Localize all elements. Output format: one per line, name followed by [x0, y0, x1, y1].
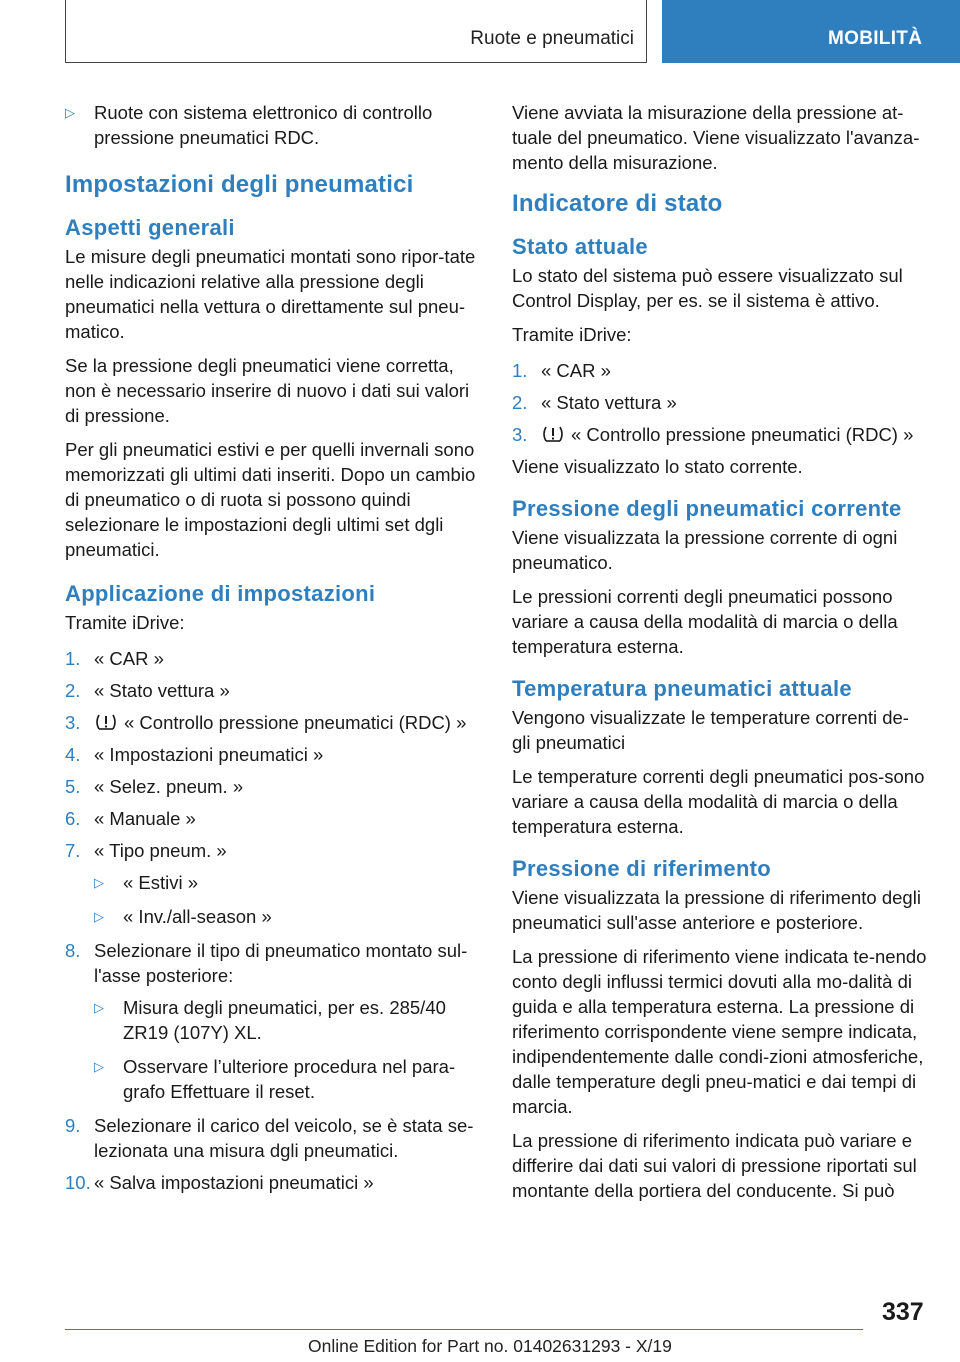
step-number: 1. [65, 648, 81, 669]
header-chapter-tab [662, 0, 960, 63]
step-text: « Selez. pneum. » [94, 776, 244, 797]
heading-current-state: Stato attuale [512, 234, 648, 259]
paragraph: Viene visualizzata la pressione corrente di ogni pneumatico. [512, 527, 898, 573]
step-number: 10. [65, 1172, 91, 1193]
step-text: « CAR » [541, 360, 611, 381]
paragraph: Viene visualizzata la pressione di riferimento degli pneumatici sull'asse anteriore e posteriore. [512, 887, 921, 933]
triangle-right-icon: ▷ [94, 875, 104, 890]
step-item [65, 938, 480, 988]
step-text: « Tipo pneum. » [94, 840, 227, 861]
sub-bullet-text: Osservare l’ulteriore procedura nel para-grafo Effettuare il reset. [123, 1056, 456, 1102]
heading-current-temperature: Temperatura pneumatici attuale [512, 676, 852, 701]
sub-bullet [65, 1054, 480, 1104]
step-text: Selezionare il tipo di pneumatico montato sul-l'asse posteriore: [94, 940, 468, 986]
step-item [65, 678, 480, 703]
tire-pressure-warning-icon [541, 424, 565, 444]
triangle-right-icon: ▷ [94, 1000, 104, 1015]
header-section-box [65, 0, 647, 63]
paragraph: Le temperature correnti degli pneumatici pos-sono variare a causa della modalità di marcia o della temperatura esterna. [512, 766, 925, 837]
heading-current-pressure: Pressione degli pneumatici corrente [512, 496, 902, 521]
step-number: 8. [65, 940, 81, 961]
step-item [65, 774, 480, 799]
via-idrive: Tramite iDrive: [512, 324, 632, 345]
step-number: 2. [65, 680, 81, 701]
step-item [512, 358, 927, 383]
step-item [65, 646, 480, 671]
step-number: 6. [65, 808, 81, 829]
step-text: « CAR » [94, 648, 164, 669]
heading-tire-settings: Impostazioni degli pneumatici [65, 171, 414, 198]
step-item [65, 710, 480, 735]
step-number: 5. [65, 776, 81, 797]
step-item [65, 838, 480, 863]
heading-general: Aspetti generali [65, 215, 235, 240]
heading-status-indicator: Indicatore di stato [512, 190, 723, 217]
tire-pressure-warning-icon [94, 712, 118, 732]
step-number: 7. [65, 840, 81, 861]
step-item [65, 806, 480, 831]
left-column [65, 100, 480, 1202]
sub-bullet [65, 870, 480, 895]
paragraph: La pressione di riferimento viene indicata te-nendo conto degli influssi termici dovuti alla mo-dalità di guida e alla temperatura esterna. La pressione di riferimento corrispondente viene sempre indicata, indipendentemente dalle condi-zioni atmosferiche, dalle temperature degli pneu-matici e dai tempi di marcia. [512, 946, 927, 1117]
paragraph: Le pressioni correnti degli pneumatici possono variare a causa della modalità di marcia o della temperatura esterna. [512, 586, 898, 657]
step-text: « Stato vettura » [94, 680, 230, 701]
paragraph: Per gli pneumatici estivi e per quelli invernali sono memorizzati gli ultimi dati inseriti. Dopo un cambio di pneumatico o di ruota si possono quindi selezionare le impostazioni degli ultimi set dgli pneumatici. [65, 439, 476, 560]
paragraph: Se la pressione degli pneumatici viene corretta, non è necessario inserire di nuovo i dati sui valori di pressione. [65, 355, 470, 426]
page-number: 337 [882, 1298, 924, 1326]
header-section-title: Ruote e pneumatici [470, 28, 634, 49]
step-text: « Controllo pressione pneumatici (RDC) » [571, 424, 914, 445]
step-item [65, 1113, 480, 1163]
paragraph: Viene avviata la misurazione della pressione at-tuale del pneumatico. Viene visualizzato l'avanza-mento della misurazione. [512, 102, 920, 173]
step-number: 3. [65, 712, 81, 733]
step-number: 3. [512, 424, 528, 445]
sub-bullet [65, 904, 480, 929]
via-idrive: Tramite iDrive: [65, 612, 185, 633]
header-chapter-label: MOBILITÀ [828, 28, 923, 49]
triangle-right-icon: ▷ [94, 1059, 104, 1074]
paragraph: Le misure degli pneumatici montati sono ripor-tate nelle indicazioni relative alla pressione degli pneumatici nella vettura o direttamente sul pneu-matico. [65, 246, 476, 342]
step-item [512, 390, 927, 415]
step-number: 2. [512, 392, 528, 413]
step-number: 4. [65, 744, 81, 765]
intro-bullet [65, 100, 480, 150]
triangle-right-icon: ▷ [65, 105, 75, 120]
step-text: « Impostazioni pneumatici » [94, 744, 324, 765]
triangle-right-icon: ▷ [94, 909, 104, 924]
paragraph: La pressione di riferimento indicata può variare e differire dai dati sui valori di pressione riportati sul montante della portiera del conducente. Si può [512, 1130, 917, 1201]
step-text: Selezionare il carico del veicolo, se è stata se-lezionata una misura dgli pneumatici. [94, 1115, 474, 1161]
heading-reference-pressure: Pressione di riferimento [512, 856, 772, 881]
footer-divider [65, 1329, 863, 1330]
paragraph: Viene visualizzato lo stato corrente. [512, 456, 803, 477]
step-number: 9. [65, 1115, 81, 1136]
sub-bullet-text: Misura degli pneumatici, per es. 285/40 ZR19 (107Y) XL. [123, 997, 446, 1043]
paragraph: Lo stato del sistema può essere visualizzato sul Control Display, per es. se il sistema è attivo. [512, 265, 903, 311]
step-number: 1. [512, 360, 528, 381]
sub-bullet [65, 995, 480, 1045]
step-text: « Controllo pressione pneumatici (RDC) » [124, 712, 467, 733]
edition-footer: Online Edition for Part no. 01402631293 - X/19 [308, 1336, 672, 1356]
sub-bullet-text: « Estivi » [123, 872, 199, 893]
step-item [65, 742, 480, 767]
step-item [512, 422, 927, 447]
sub-bullet-text: « Inv./all-season » [123, 906, 272, 927]
step-text: « Manuale » [94, 808, 196, 829]
paragraph: Vengono visualizzate le temperature correnti de-gli pneumatici [512, 707, 909, 753]
heading-apply-settings: Applicazione di impostazioni [65, 581, 376, 606]
right-column [512, 100, 927, 1212]
intro-bullet-text: Ruote con sistema elettronico di controllo pressione pneumatici RDC. [94, 102, 433, 148]
step-text: « Salva impostazioni pneumatici » [94, 1172, 374, 1193]
step-text: « Stato vettura » [541, 392, 677, 413]
step-item [65, 1170, 480, 1195]
